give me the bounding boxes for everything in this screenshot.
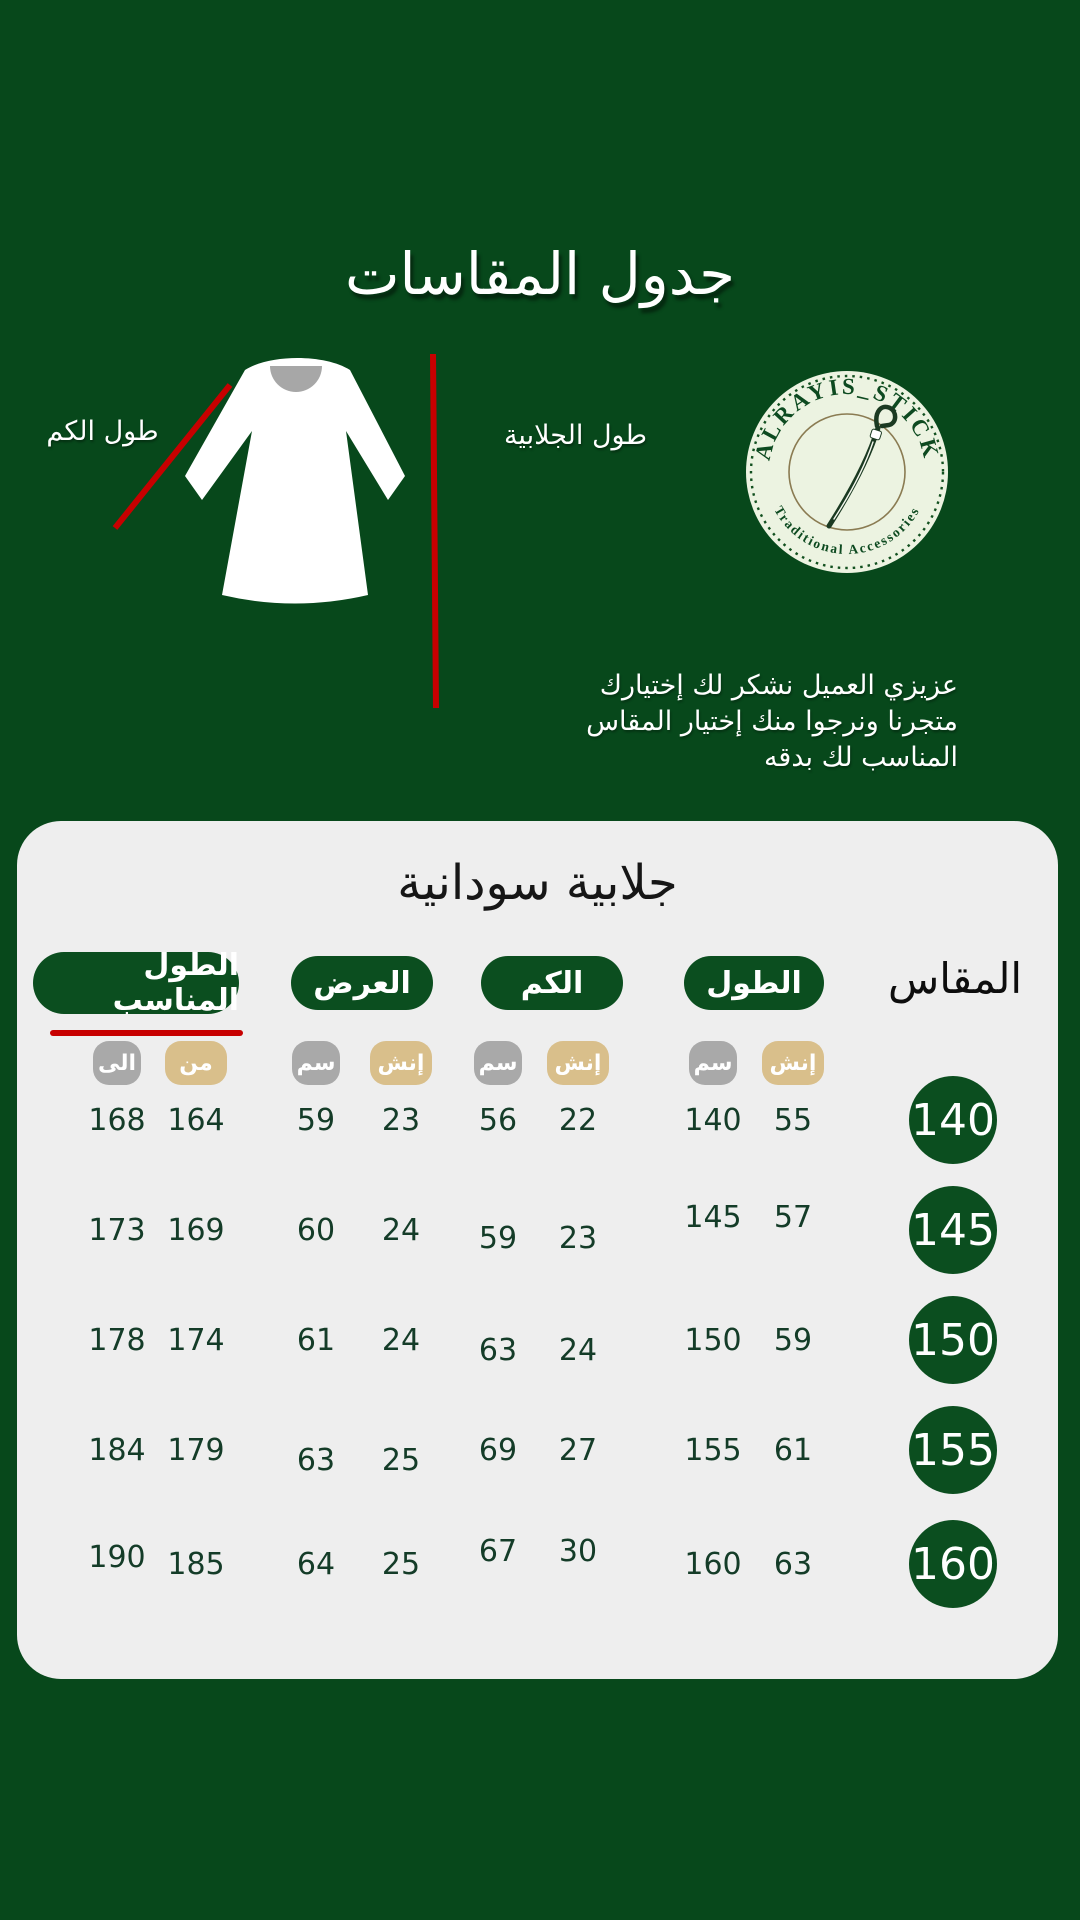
logo-bottom-text: Traditional Accessories	[771, 503, 923, 558]
cell-width_cm: 60	[296, 1213, 336, 1248]
unit-from: من	[165, 1041, 227, 1085]
cell-sleeve_cm: 59	[478, 1221, 518, 1256]
cell-fit_to: 173	[88, 1213, 146, 1248]
fit-header-underline	[50, 1030, 243, 1036]
cell-sleeve_inch: 27	[558, 1433, 598, 1468]
unit-cm: سم	[689, 1041, 737, 1085]
column-header-fit-height: الطول المناسب	[33, 952, 239, 1014]
unit-cm: سم	[474, 1041, 522, 1085]
cell-sleeve_inch: 23	[558, 1221, 598, 1256]
cell-length_cm: 145	[684, 1200, 742, 1235]
cell-length_cm: 160	[684, 1547, 742, 1582]
cell-sleeve_cm: 63	[478, 1333, 518, 1368]
garment-diagram	[80, 348, 610, 714]
cell-fit_from: 169	[167, 1213, 225, 1248]
size-row	[17, 1285, 1058, 1395]
cell-width_cm: 63	[296, 1443, 336, 1478]
cell-fit_to: 178	[88, 1323, 146, 1358]
length-measure-line	[433, 354, 436, 708]
cell-length_cm: 150	[684, 1323, 742, 1358]
jalabiya-length-label: طول الجلابية	[503, 420, 647, 451]
cell-sleeve_inch: 22	[558, 1103, 598, 1138]
unit-inch: إنش	[370, 1041, 432, 1085]
note-line-1: عزيزي العميل نشكر لك إختيارك	[599, 670, 958, 701]
cell-fit_to: 190	[88, 1540, 146, 1575]
cell-width_inch: 25	[381, 1547, 421, 1582]
jalabiya-illustration	[185, 358, 405, 604]
cell-width_inch: 24	[381, 1323, 421, 1358]
unit-inch: إنش	[547, 1041, 609, 1085]
column-header-sleeve: الكم	[481, 956, 623, 1010]
brand-logo	[741, 366, 953, 578]
cell-width_cm: 61	[296, 1323, 336, 1358]
size-badge: 160	[909, 1520, 997, 1608]
sleeve-length-label: طول الكم	[46, 416, 159, 447]
column-header-width: العرض	[291, 956, 433, 1010]
unit-cm: سم	[292, 1041, 340, 1085]
size-row	[17, 1175, 1058, 1285]
cell-sleeve_inch: 30	[558, 1534, 598, 1569]
cell-length_cm: 155	[684, 1433, 742, 1468]
cell-sleeve_cm: 56	[478, 1103, 518, 1138]
cell-fit_to: 168	[88, 1103, 146, 1138]
cell-width_cm: 59	[296, 1103, 336, 1138]
unit-inch: إنش	[762, 1041, 824, 1085]
cell-length_inch: 63	[773, 1547, 813, 1582]
cell-sleeve_inch: 24	[558, 1333, 598, 1368]
cell-fit_from: 164	[167, 1103, 225, 1138]
cell-fit_from: 174	[167, 1323, 225, 1358]
page-title: جدول المقاسات	[344, 240, 736, 308]
size-row	[17, 1509, 1058, 1619]
card-title: جلابية سودانية	[397, 855, 678, 911]
cell-width_inch: 24	[381, 1213, 421, 1248]
cell-width_cm: 64	[296, 1547, 336, 1582]
cell-fit_from: 179	[167, 1433, 225, 1468]
logo-top-text: ALRAYIS_STICK	[749, 373, 945, 463]
size-badge: 150	[909, 1296, 997, 1384]
cell-length_cm: 140	[684, 1103, 742, 1138]
cell-length_inch: 59	[773, 1323, 813, 1358]
size-row	[17, 1065, 1058, 1175]
column-header-length: الطول	[684, 956, 824, 1010]
cell-fit_from: 185	[167, 1547, 225, 1582]
cell-width_inch: 23	[381, 1103, 421, 1138]
size-badge: 145	[909, 1186, 997, 1274]
unit-to: الى	[93, 1041, 141, 1085]
size-badge: 140	[909, 1076, 997, 1164]
cell-width_inch: 25	[381, 1443, 421, 1478]
cell-length_inch: 55	[773, 1103, 813, 1138]
customer-note	[538, 668, 958, 776]
cell-length_inch: 57	[773, 1200, 813, 1235]
cell-sleeve_cm: 67	[478, 1534, 518, 1569]
cell-length_inch: 61	[773, 1433, 813, 1468]
cell-sleeve_cm: 69	[478, 1433, 518, 1468]
note-line-2: متجرنا ونرجوا منك إختيار المقاس	[586, 706, 958, 737]
column-header-size: المقاس	[887, 954, 1023, 1003]
size-row	[17, 1395, 1058, 1505]
size-badge: 155	[909, 1406, 997, 1494]
note-line-3: المناسب لك بدقه	[763, 742, 958, 773]
cell-fit_to: 184	[88, 1433, 146, 1468]
size-table-card	[17, 821, 1058, 1679]
